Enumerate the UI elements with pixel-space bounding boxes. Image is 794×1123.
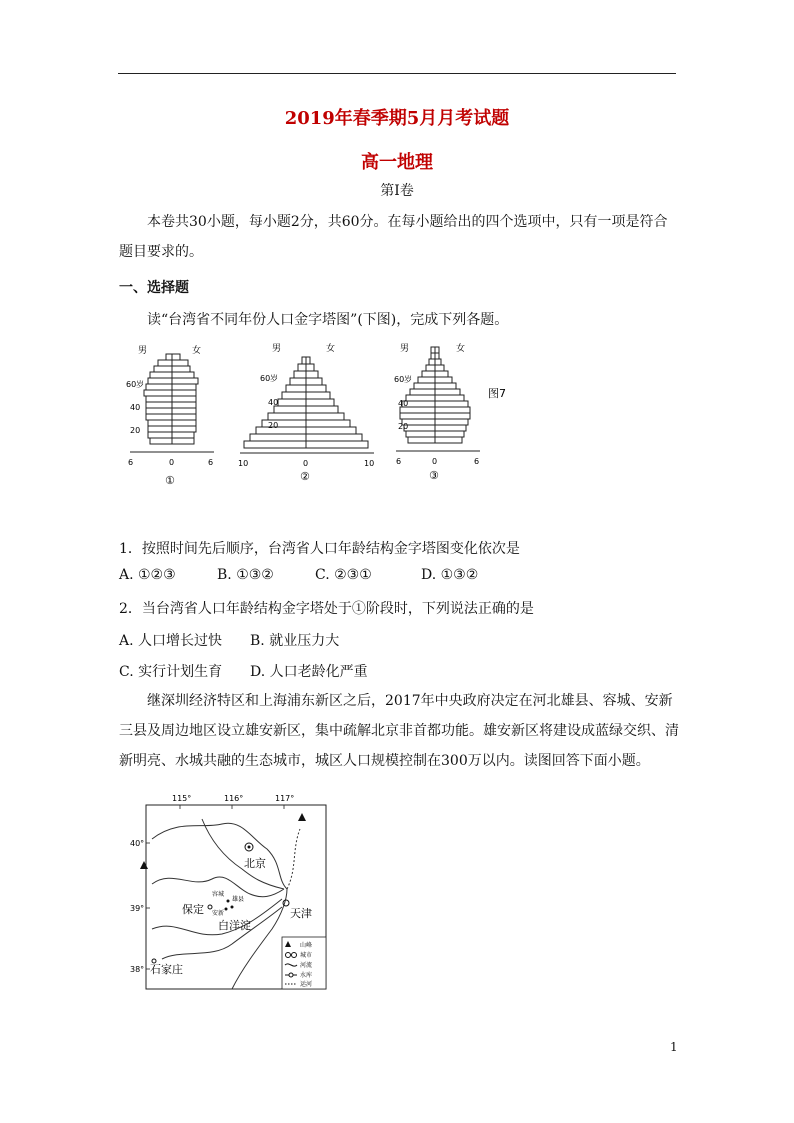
peak-icon (140, 861, 148, 869)
pyramid-3-age-20: 20 (398, 422, 409, 431)
pyramid-3-age-60: 60岁 (394, 375, 413, 384)
pyramid-1-tick-right: 6 (208, 458, 214, 467)
page-number: 1 (670, 1040, 678, 1054)
q2-option-d[interactable]: D. 人口老龄化严重 (250, 664, 368, 680)
figure-label: 图7 (488, 387, 506, 400)
lat-40: 40° (130, 839, 145, 848)
place-baoding: 保定 (182, 903, 204, 916)
pyramid-2-tick-left: 10 (238, 459, 249, 468)
q1-option-b[interactable]: B. ①③② (217, 567, 274, 583)
place-rongcheng: 容城 (212, 891, 225, 898)
question-2-options-cd (119, 661, 368, 681)
question-1: 1．按照时间先后顺序，台湾省人口年龄结构金字塔图变化依次是 (119, 541, 520, 557)
q2-option-a[interactable]: A. 人口增长过快 (119, 633, 223, 649)
pyramid-3-label: ③ (429, 469, 439, 482)
pyramid-2-tick-center: 0 (303, 459, 309, 468)
pyramid-1-tick-center: 0 (169, 458, 175, 467)
place-shijiazhuang: 石家庄 (150, 963, 183, 976)
pyramid-1-male: 男 (138, 346, 148, 356)
q2-option-b[interactable]: B. 就业压力大 (250, 633, 340, 649)
volume-label: 第I卷 (380, 183, 414, 199)
pyramid-3-tick-left: 6 (396, 457, 402, 466)
place-baiyangdian: 白洋淀 (218, 919, 251, 932)
section-title: 一、选择题 (119, 280, 189, 296)
xiongan-map (132, 789, 332, 995)
pyramid-3-female: 女 (456, 344, 466, 354)
pyramid-3-tick-center: 0 (432, 457, 438, 466)
legend-river: 河流 (300, 962, 313, 969)
place-anxin: 安新 (212, 910, 225, 917)
map-legend (282, 937, 326, 989)
pyramid-1-tick-left: 6 (128, 458, 134, 467)
question-1-options (119, 567, 478, 583)
pyramid-2-age-60: 60岁 (260, 374, 279, 383)
pyramid-1-label: ① (165, 474, 175, 487)
pyramid-3-male: 男 (400, 344, 410, 354)
pyramid-1 (126, 344, 214, 487)
q1-option-a[interactable]: A. ①②③ (119, 567, 176, 583)
place-beijing: 北京 (244, 857, 266, 870)
pyramid-1-female: 女 (192, 346, 202, 356)
group2-stem: 继深圳经济特区和上海浦东新区之后，2017年中央政府决定在河北雄县、容城、安新三县及周边地区设立雄安新区，集中疏解北京非首都功能。雄安新区将建设成蓝绿交织、清新明亮、水城共融的生态城市，城区人口规模控制在300万以内。读图回答下面小题。 (119, 693, 679, 769)
city-icon-tianjin (283, 900, 289, 906)
legend-peak: 山峰 (300, 942, 313, 949)
map-canal (287, 829, 300, 889)
lat-39: 39° (130, 904, 145, 913)
pyramid-3-age-40: 40 (398, 399, 409, 408)
group1-stem: 读“台湾省不同年份人口金字塔图”(下图)，完成下列各题。 (147, 312, 509, 328)
pyramid-2-age-20: 20 (268, 421, 279, 430)
legend-canal: 运河 (300, 981, 313, 988)
pyramid-2 (238, 342, 374, 483)
pyramid-2-age-40: 40 (268, 398, 279, 407)
lon-117: 117° (275, 794, 295, 803)
pyramid-2-male: 男 (272, 344, 282, 354)
place-tianjin: 天津 (290, 907, 312, 920)
pyramid-1-age-60: 60岁 (126, 380, 145, 389)
legend-city: 城市 (300, 952, 313, 959)
q1-option-d[interactable]: D. ①③② (421, 567, 479, 583)
peak-icon (298, 813, 306, 821)
question-2: 2．当台湾省人口年龄结构金字塔处于①阶段时，下列说法正确的是 (119, 601, 534, 617)
place-xiongxian: 雄县 (232, 896, 245, 903)
population-pyramids-figure (118, 337, 528, 497)
pyramid-3-tick-right: 6 (474, 457, 480, 466)
city-icon-baoding (208, 905, 212, 909)
q2-option-c[interactable]: C. 实行计划生育 (119, 664, 223, 680)
header-rule (118, 73, 676, 74)
question-2-options-ab (119, 630, 339, 650)
lon-116: 116° (224, 794, 244, 803)
legend-reservoir: 水库 (300, 972, 313, 979)
pyramid-3 (394, 342, 480, 482)
pyramid-2-tick-right: 10 (364, 459, 375, 468)
exam-title: 2019年春季期5月月考试题 (284, 108, 510, 129)
q1-option-c[interactable]: C. ②③① (315, 567, 372, 583)
intro-paragraph: 本卷共30小题，每小题2分，共60分。在每小题给出的四个选项中，只有一项是符合题目要求的。 (119, 214, 668, 260)
pyramid-1-age-20: 20 (130, 426, 141, 435)
lat-38: 38° (130, 965, 145, 974)
pyramid-2-female: 女 (326, 344, 336, 354)
exam-subject: 高一地理 (361, 152, 433, 173)
lon-115: 115° (172, 794, 192, 803)
pyramid-2-label: ② (300, 470, 310, 483)
pyramid-1-age-40: 40 (130, 403, 141, 412)
